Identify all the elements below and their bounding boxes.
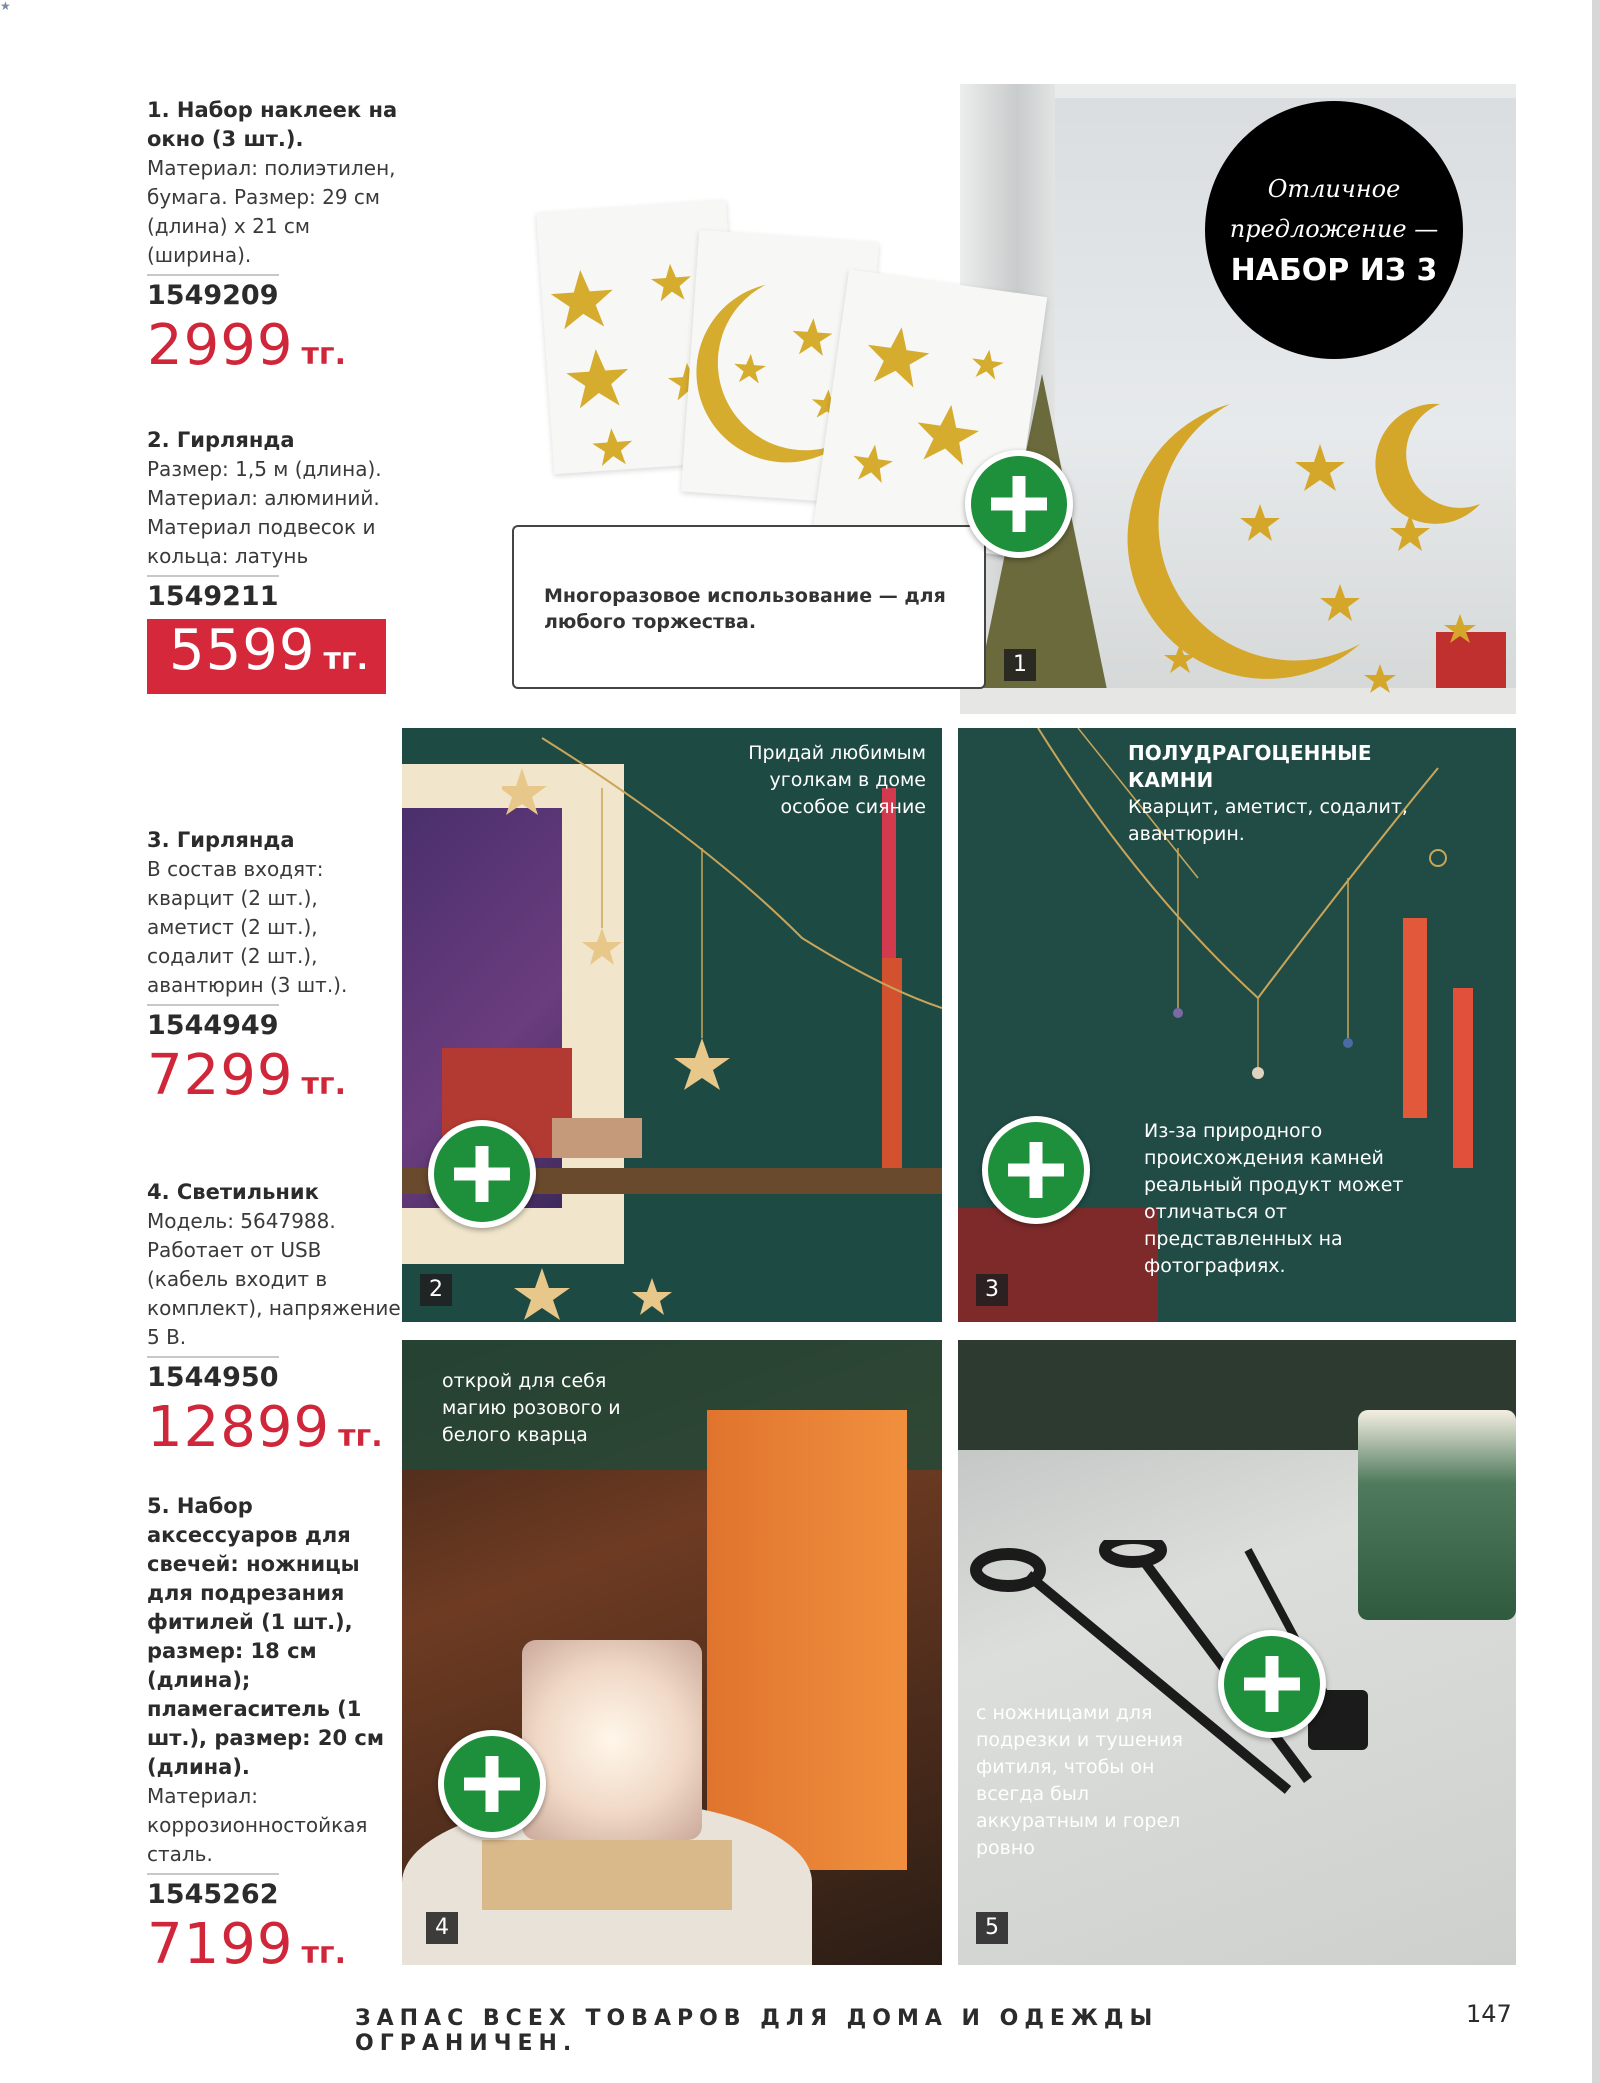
- price-currency: тг.: [301, 1936, 346, 1971]
- product-description: Материал: полиэтилен, бумага. Размер: 29 см (длина) x 21 см (ширина).: [147, 156, 396, 267]
- photo-number: 4: [426, 1912, 458, 1944]
- price-currency: тг.: [301, 337, 346, 372]
- photo-text-block: [1128, 740, 1428, 848]
- photo-number: 5: [976, 1912, 1008, 1944]
- photo-disclaimer: Из-за природного происхождения камней реальный продукт может отличаться от представленных на фотографиях.: [1144, 1120, 1404, 1277]
- product-title: 3. Гирлянда: [147, 828, 295, 852]
- photo-gemstone-garland: [958, 728, 1516, 1322]
- product-price-sale: [147, 619, 386, 694]
- badge-line: Отличное: [1267, 175, 1401, 203]
- price-currency: тг.: [338, 1419, 383, 1454]
- product-code: 1545262: [147, 1873, 279, 1913]
- add-to-cart-plus-icon[interactable]: [438, 1730, 546, 1838]
- photo-caption: с ножницами для подрезки и тушения фитиля, чтобы он всегда был аккуратным и горел ровно: [976, 1702, 1183, 1859]
- quartz-lamp: [522, 1640, 702, 1840]
- page-edge: [1592, 0, 1600, 2083]
- product-title: 4. Светильник: [147, 1180, 319, 1204]
- callout-box: [512, 525, 986, 689]
- lamp-base: [482, 1840, 732, 1910]
- footer-note: ЗАПАС ВСЕХ ТОВАРОВ ДЛЯ ДОМА И ОДЕЖДЫ ОГРАНИЧЕН.: [355, 2006, 1159, 2056]
- photo-quartz-lamp: [402, 1340, 942, 1965]
- price-value: 7199: [147, 1912, 294, 1977]
- photo-caption: Придай любимым уголкам в доме особое сияние: [748, 742, 926, 818]
- add-to-cart-plus-icon[interactable]: [1218, 1630, 1326, 1738]
- photo-number: 3: [976, 1274, 1008, 1306]
- product-code: 1544949: [147, 1004, 279, 1044]
- price-currency: тг.: [301, 1067, 346, 1102]
- photo-caption: открой для себя магию розового и белого кварца: [442, 1370, 621, 1446]
- offer-badge: [1205, 101, 1463, 359]
- badge-line: предложение —: [1229, 215, 1439, 243]
- product-price: [147, 1044, 407, 1117]
- moon-sticker-icon: [1080, 384, 1500, 714]
- product-price: [147, 1913, 409, 1986]
- product-title: 5. Набор аксессуаров для свечей: ножницы для подрезания фитилей (1 шт.), размер: 18 см (длина); пламегаситель (1 шт.), размер: 20 см (длина).: [147, 1494, 385, 1779]
- product-description: В состав входят: кварцит (2 шт.), аметист (2 шт.), содалит (2 шт.), авантюрин (3 шт.).: [147, 857, 348, 997]
- add-to-cart-plus-icon[interactable]: [428, 1120, 536, 1228]
- product-description: Модель: 5647988. Работает от USB (кабель входит в комплект), напряжение 5 В.: [147, 1209, 401, 1349]
- add-to-cart-plus-icon[interactable]: [982, 1116, 1090, 1224]
- product-5: [147, 1492, 409, 1986]
- product-3: [147, 826, 407, 1117]
- product-1: [147, 96, 407, 387]
- product-2: [147, 426, 407, 694]
- price-currency: тг.: [323, 642, 368, 677]
- candle-jar: [1358, 1410, 1516, 1620]
- add-to-cart-plus-icon[interactable]: [965, 450, 1073, 558]
- product-code: 1544950: [147, 1356, 279, 1396]
- product-description: Размер: 1,5 м (длина). Материал: алюминий. Материал подвесок и кольца: латунь: [147, 457, 382, 568]
- candle: [1403, 918, 1427, 1118]
- product-title: 2. Гирлянда: [147, 428, 295, 452]
- product-4: [147, 1178, 407, 1469]
- photo-number: 1: [1004, 649, 1036, 681]
- page-number: 147: [1466, 2000, 1512, 2028]
- photo-number: 2: [420, 1274, 452, 1306]
- photo-heading: ПОЛУДРАГОЦЕННЫЕ КАМНИ: [1128, 741, 1372, 792]
- bookmark-icon: ★: [0, 0, 11, 13]
- candle: [1453, 988, 1473, 1168]
- product-price: [147, 314, 407, 387]
- price-value: 5599: [169, 618, 316, 683]
- product-price: [147, 1396, 407, 1469]
- product-code: 1549211: [147, 575, 279, 615]
- badge-line: НАБОР ИЗ 3: [1230, 253, 1438, 288]
- product-code: 1549209: [147, 274, 279, 314]
- photo-caption: Кварцит, аметист, содалит, авантюрин.: [1128, 796, 1408, 845]
- price-value: 12899: [147, 1395, 331, 1460]
- price-value: 2999: [147, 313, 294, 378]
- callout-text: Многоразовое использование — для любого торжества.: [544, 585, 946, 633]
- product-title: 1. Набор наклеек на окно (3 шт.).: [147, 98, 398, 151]
- price-value: 7299: [147, 1043, 294, 1108]
- product-description: Материал: коррозионностойкая сталь.: [147, 1784, 368, 1866]
- photo-star-garland: [402, 728, 942, 1322]
- product-box: [707, 1410, 907, 1870]
